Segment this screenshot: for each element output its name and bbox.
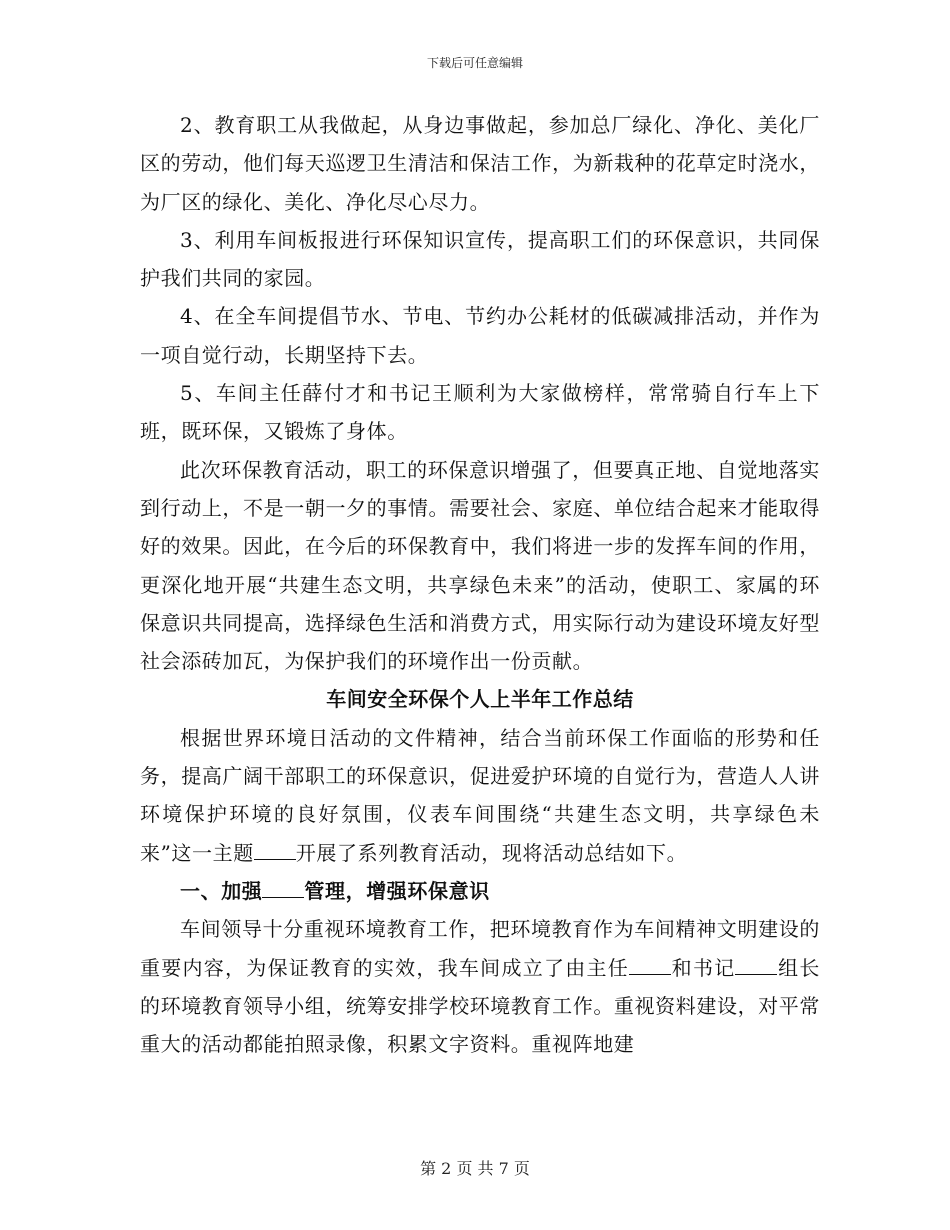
fill-blank: [254, 841, 296, 860]
paragraph-item-5: 5、车间主任薛付才和书记王顺利为大家做榜样，常常骑自行车上下班，既环保，又锻炼了身体。: [140, 381, 820, 444]
paragraph-item-3: 3、利用车间板报进行环保知识宣传，提高职工们的环保意识，共同保护我们共同的家园。: [140, 227, 820, 291]
fill-blank: [735, 956, 777, 975]
document-body: [140, 106, 820, 1063]
section1-text-part3: 组长的环境教育领导小组，统筹安排学校环境教育工作。重视资料建设，对平常重大的活动都能拍照录像，积累文字资料。重视阵地建: [140, 955, 820, 1057]
section1-text-part2: 和书记: [671, 955, 736, 980]
heading-text-after-blank: 管理，增强环保意识: [304, 878, 490, 903]
paragraph-item-2: 2、教育职工从我做起，从身边事做起，参加总厂绿化、净化、美化厂区的劳动，他们每天巡逻卫生清洁和保洁工作，为新栽种的花草定时浇水，为厂区的绿化、美化、净化尽心尽力。: [140, 113, 820, 214]
section1-text-part1: 车间领导十分重视环境教育工作，把环境教育作为车间精神文明建设的重要内容，为保证教育的实效，我车间成立了由主任: [140, 917, 820, 980]
paragraph-item-4: 4、在全车间提倡节水、节电、节约办公耗材的低碳减排活动，并作为一项自觉行动，长期坚持下去。: [140, 304, 820, 367]
page-header-note: 下载后可任意编辑: [426, 56, 523, 70]
fill-blank: [262, 879, 304, 898]
document-title: 车间安全环保个人上半年工作总结: [326, 687, 634, 712]
heading-text-before-blank: 一、加强: [180, 878, 263, 903]
section-heading-1: [140, 872, 820, 910]
section1-paragraph: [140, 910, 820, 1063]
intro-text-after-blank: 开展了系列教育活动，现将活动总结如下。: [295, 840, 688, 865]
fill-blank: [629, 956, 671, 975]
intro-text-before-blank: 根据世界环境日活动的文件精神，结合当前环保工作面临的形势和任务，提高广阔干部职工的环保意识，促进爱护环境的自觉行为，营造人人讲环境保护环境的良好氛围，仪表车间围绕“共建生态文明，共享绿色未来”这一主题: [140, 725, 820, 865]
intro-paragraph: [140, 719, 820, 872]
paragraph-conclusion: 此次环保教育活动，职工的环保意识增强了，但要真正地、自觉地落实到行动上，不是一朝一夕的事情。需要社会、家庭、单位结合起来才能取得好的效果。因此，在今后的环保教育中，我们将进一步的发挥车间的作用，更深化地开展“共建生态文明，共享绿色未来”的活动，使职工、家属的环保意识共同提高，选择绿色生活和消费方式，用实际行动为建设环境友好型社会添砖加瓦，为保护我们的环境作出一份贡献。: [140, 457, 820, 674]
page-footer-number: 第 2 页 共 7 页: [420, 1159, 530, 1178]
